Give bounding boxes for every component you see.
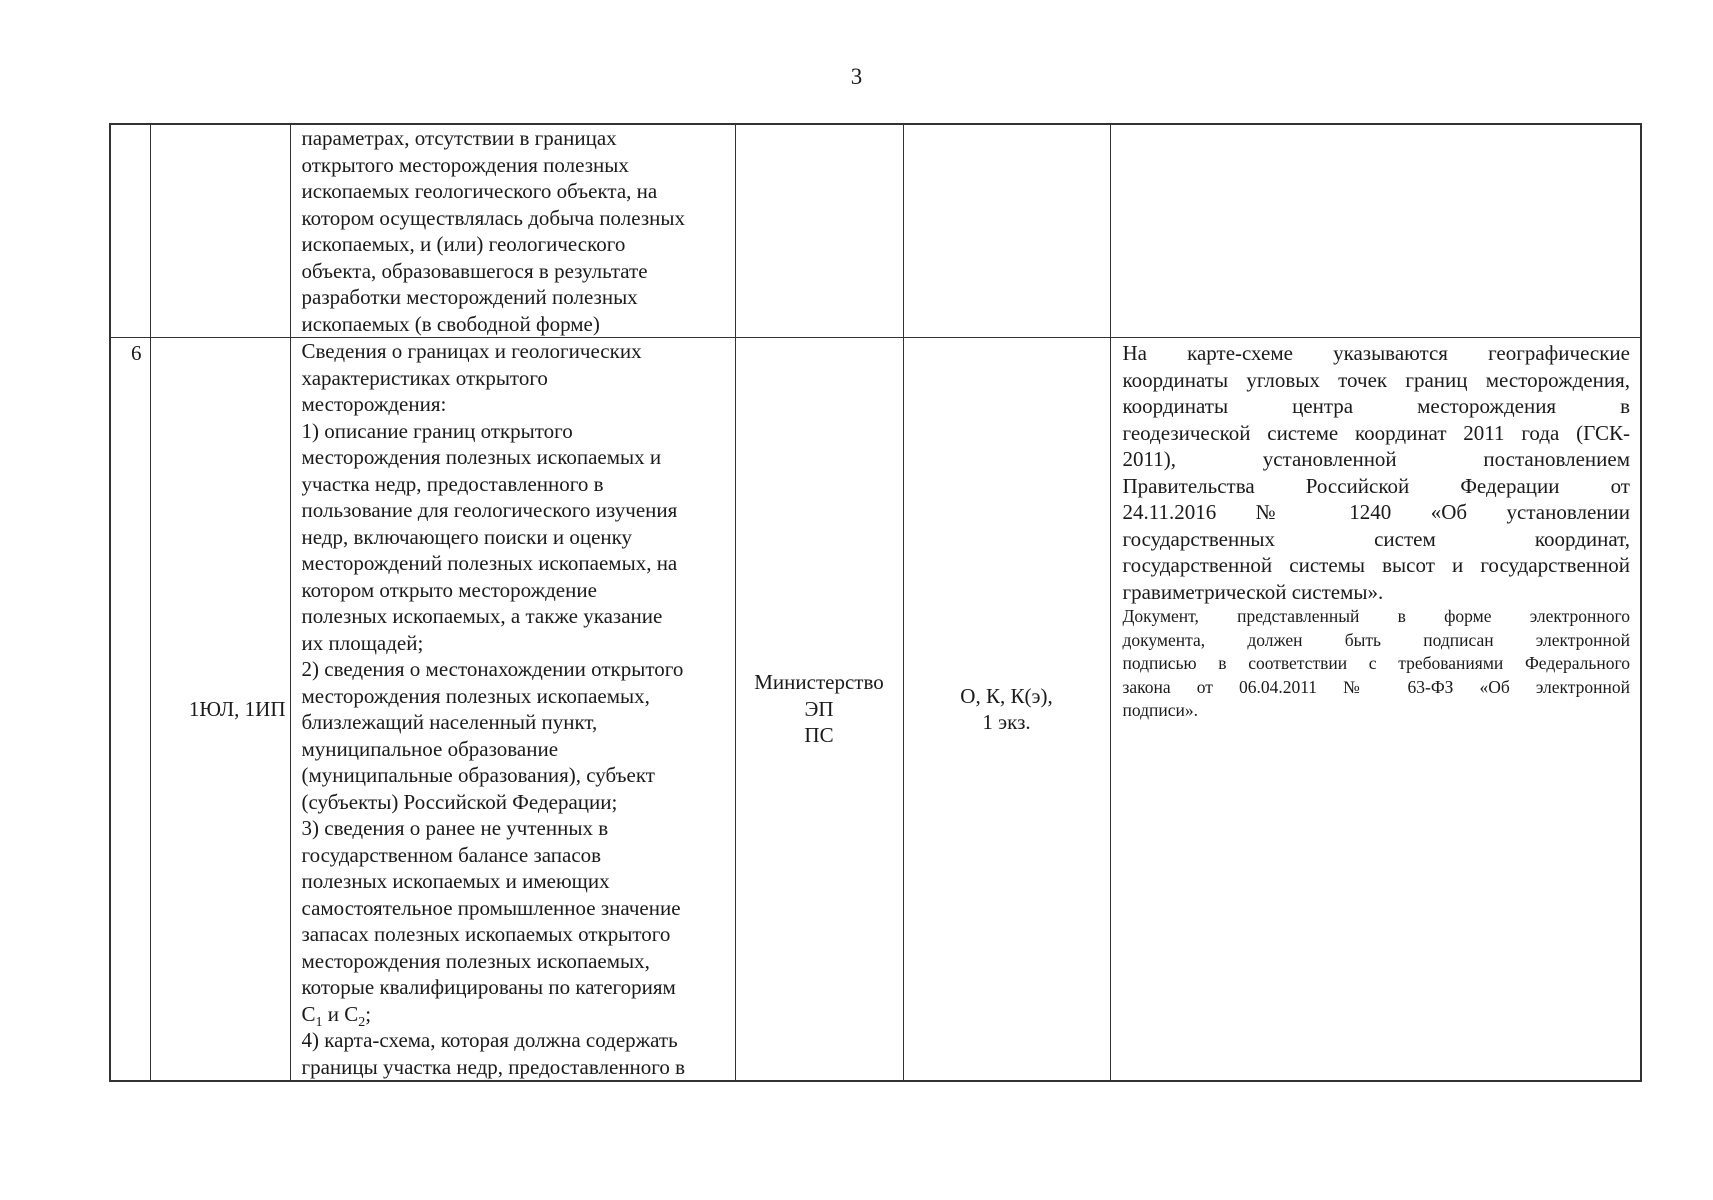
description-line: ископаемых (в свободной форме) xyxy=(301,311,600,336)
note-line: закона от 06.04.2011 № 63-ФЗ «Об электронной xyxy=(1122,676,1630,697)
description-line: 1) описание границ открытого xyxy=(301,418,573,443)
description-line: близлежащий населенный пункт, xyxy=(301,710,598,734)
note-cell xyxy=(1110,124,1641,338)
requirements-table xyxy=(109,123,1642,1082)
description-line: полезных ископаемых и имеющих xyxy=(301,869,610,893)
note-cell xyxy=(1110,338,1641,1082)
description-cell xyxy=(290,124,735,338)
authority-cell xyxy=(735,338,903,1082)
description-line: месторождения полезных ископаемых, xyxy=(301,948,650,973)
authority-cell xyxy=(735,124,903,338)
note-line: государственных систем координат, xyxy=(1122,526,1630,551)
note-line: подписи». xyxy=(1122,700,1199,720)
category-c2: C xyxy=(344,1001,359,1026)
table-row xyxy=(110,124,1641,338)
note-line: геодезической системе координат 2011 года (ГСК- xyxy=(1122,420,1630,445)
description-line: 3) сведения о ранее не учтенных в xyxy=(301,816,609,840)
description-line: параметрах, отсутствии в границах xyxy=(301,126,617,150)
note-line: государственной системы высот и государственной xyxy=(1122,553,1630,577)
row-number-cell xyxy=(110,124,150,338)
description-line: (муниципальные образования), субъект xyxy=(301,763,655,787)
category-c1-subscript: 1 xyxy=(315,1014,323,1030)
note-line: документа, должен быть подписан электронной xyxy=(1122,629,1630,650)
description-line: объекта, образовавшегося в результате xyxy=(301,258,648,283)
description-line: месторождения: xyxy=(301,392,447,416)
form-cell xyxy=(903,124,1110,338)
description-line: месторождений полезных ископаемых, на xyxy=(301,551,678,575)
description-line: месторождения полезных ископаемых и xyxy=(301,445,662,469)
authority-ministry: Министерство xyxy=(754,670,884,695)
description-line: характеристиках открытого xyxy=(301,365,548,390)
authority-ps: ПС xyxy=(804,723,834,748)
description-line: котором осуществлялась добыча полезных xyxy=(301,205,685,230)
note-line: подписью в соответствии с требованиями Федерального xyxy=(1122,653,1630,673)
page-number: 3 xyxy=(850,64,863,89)
description-cell xyxy=(290,338,735,1082)
description-line: недр, включающего поиски и оценку xyxy=(301,524,633,549)
description-line: ископаемых, и (или) геологического xyxy=(301,232,626,256)
description-line: 2) сведения о местонахождении открытого xyxy=(301,657,684,681)
note-main-text xyxy=(1123,340,1631,605)
categories-line xyxy=(302,1001,729,1028)
note-line: 2011), установленной постановлением xyxy=(1122,447,1630,471)
row-number-cell: 6 xyxy=(110,338,150,1082)
description-line: участка недр, предоставленного в xyxy=(301,471,604,496)
note-line: На карте-схеме указываются географические xyxy=(1122,341,1630,365)
description-line: ископаемых геологического объекта, на xyxy=(301,179,658,203)
categories-conjunction: и xyxy=(322,1001,345,1026)
description-line: (субъекты) Российской Федерации; xyxy=(301,789,618,814)
description-line: 4) карта-схема, которая должна содержать xyxy=(301,1028,678,1052)
description-line: пользование для геологического изучения xyxy=(301,498,678,522)
note-line: Правительства Российской Федерации от xyxy=(1122,473,1630,498)
description-line: их площадей; xyxy=(301,630,424,655)
description-line: запасах полезных ископаемых открытого xyxy=(301,922,671,946)
description-line: полезных ископаемых, а также указание xyxy=(301,604,663,628)
description-line: месторождения полезных ископаемых, xyxy=(301,683,650,708)
description-line: Сведения о границах и геологических xyxy=(301,339,642,363)
form-copies: 1 экз. xyxy=(982,710,1031,734)
applicant-code-cell: 1ЮЛ, 1ИП xyxy=(150,338,290,1082)
description-line: открытого месторождения полезных xyxy=(301,152,629,177)
note-signature-text xyxy=(1123,605,1631,723)
description-line: котором открыто месторождение xyxy=(301,577,597,602)
authority-ep: ЭП xyxy=(804,696,834,721)
note-line: координаты центра месторождения в xyxy=(1122,394,1630,418)
description-line: муниципальное образование xyxy=(301,736,559,761)
description-line: которые квалифицированы по категориям xyxy=(301,975,676,999)
category-c2-subscript: 2 xyxy=(358,1014,366,1030)
categories-end: ; xyxy=(365,1001,372,1026)
form-cell xyxy=(903,338,1110,1082)
note-line: Документ, представленный в форме электронного xyxy=(1122,606,1630,626)
description-line: разработки месторождений полезных xyxy=(301,285,638,309)
note-line: 24.11.2016 № 1240 «Об установлении xyxy=(1122,500,1630,524)
form-types: О, К, К(э), xyxy=(960,683,1053,708)
description-line: самостоятельное промышленное значение xyxy=(301,895,681,920)
description-line: границы участка недр, предоставленного в xyxy=(301,1054,686,1079)
applicant-code-cell xyxy=(150,124,290,338)
table-row xyxy=(110,338,1641,1082)
description-line: государственном балансе запасов xyxy=(301,842,602,867)
note-line: гравиметрической системы». xyxy=(1122,579,1384,604)
note-line: координаты угловых точек границ месторождения, xyxy=(1122,367,1630,392)
category-c1: C xyxy=(301,1001,316,1026)
